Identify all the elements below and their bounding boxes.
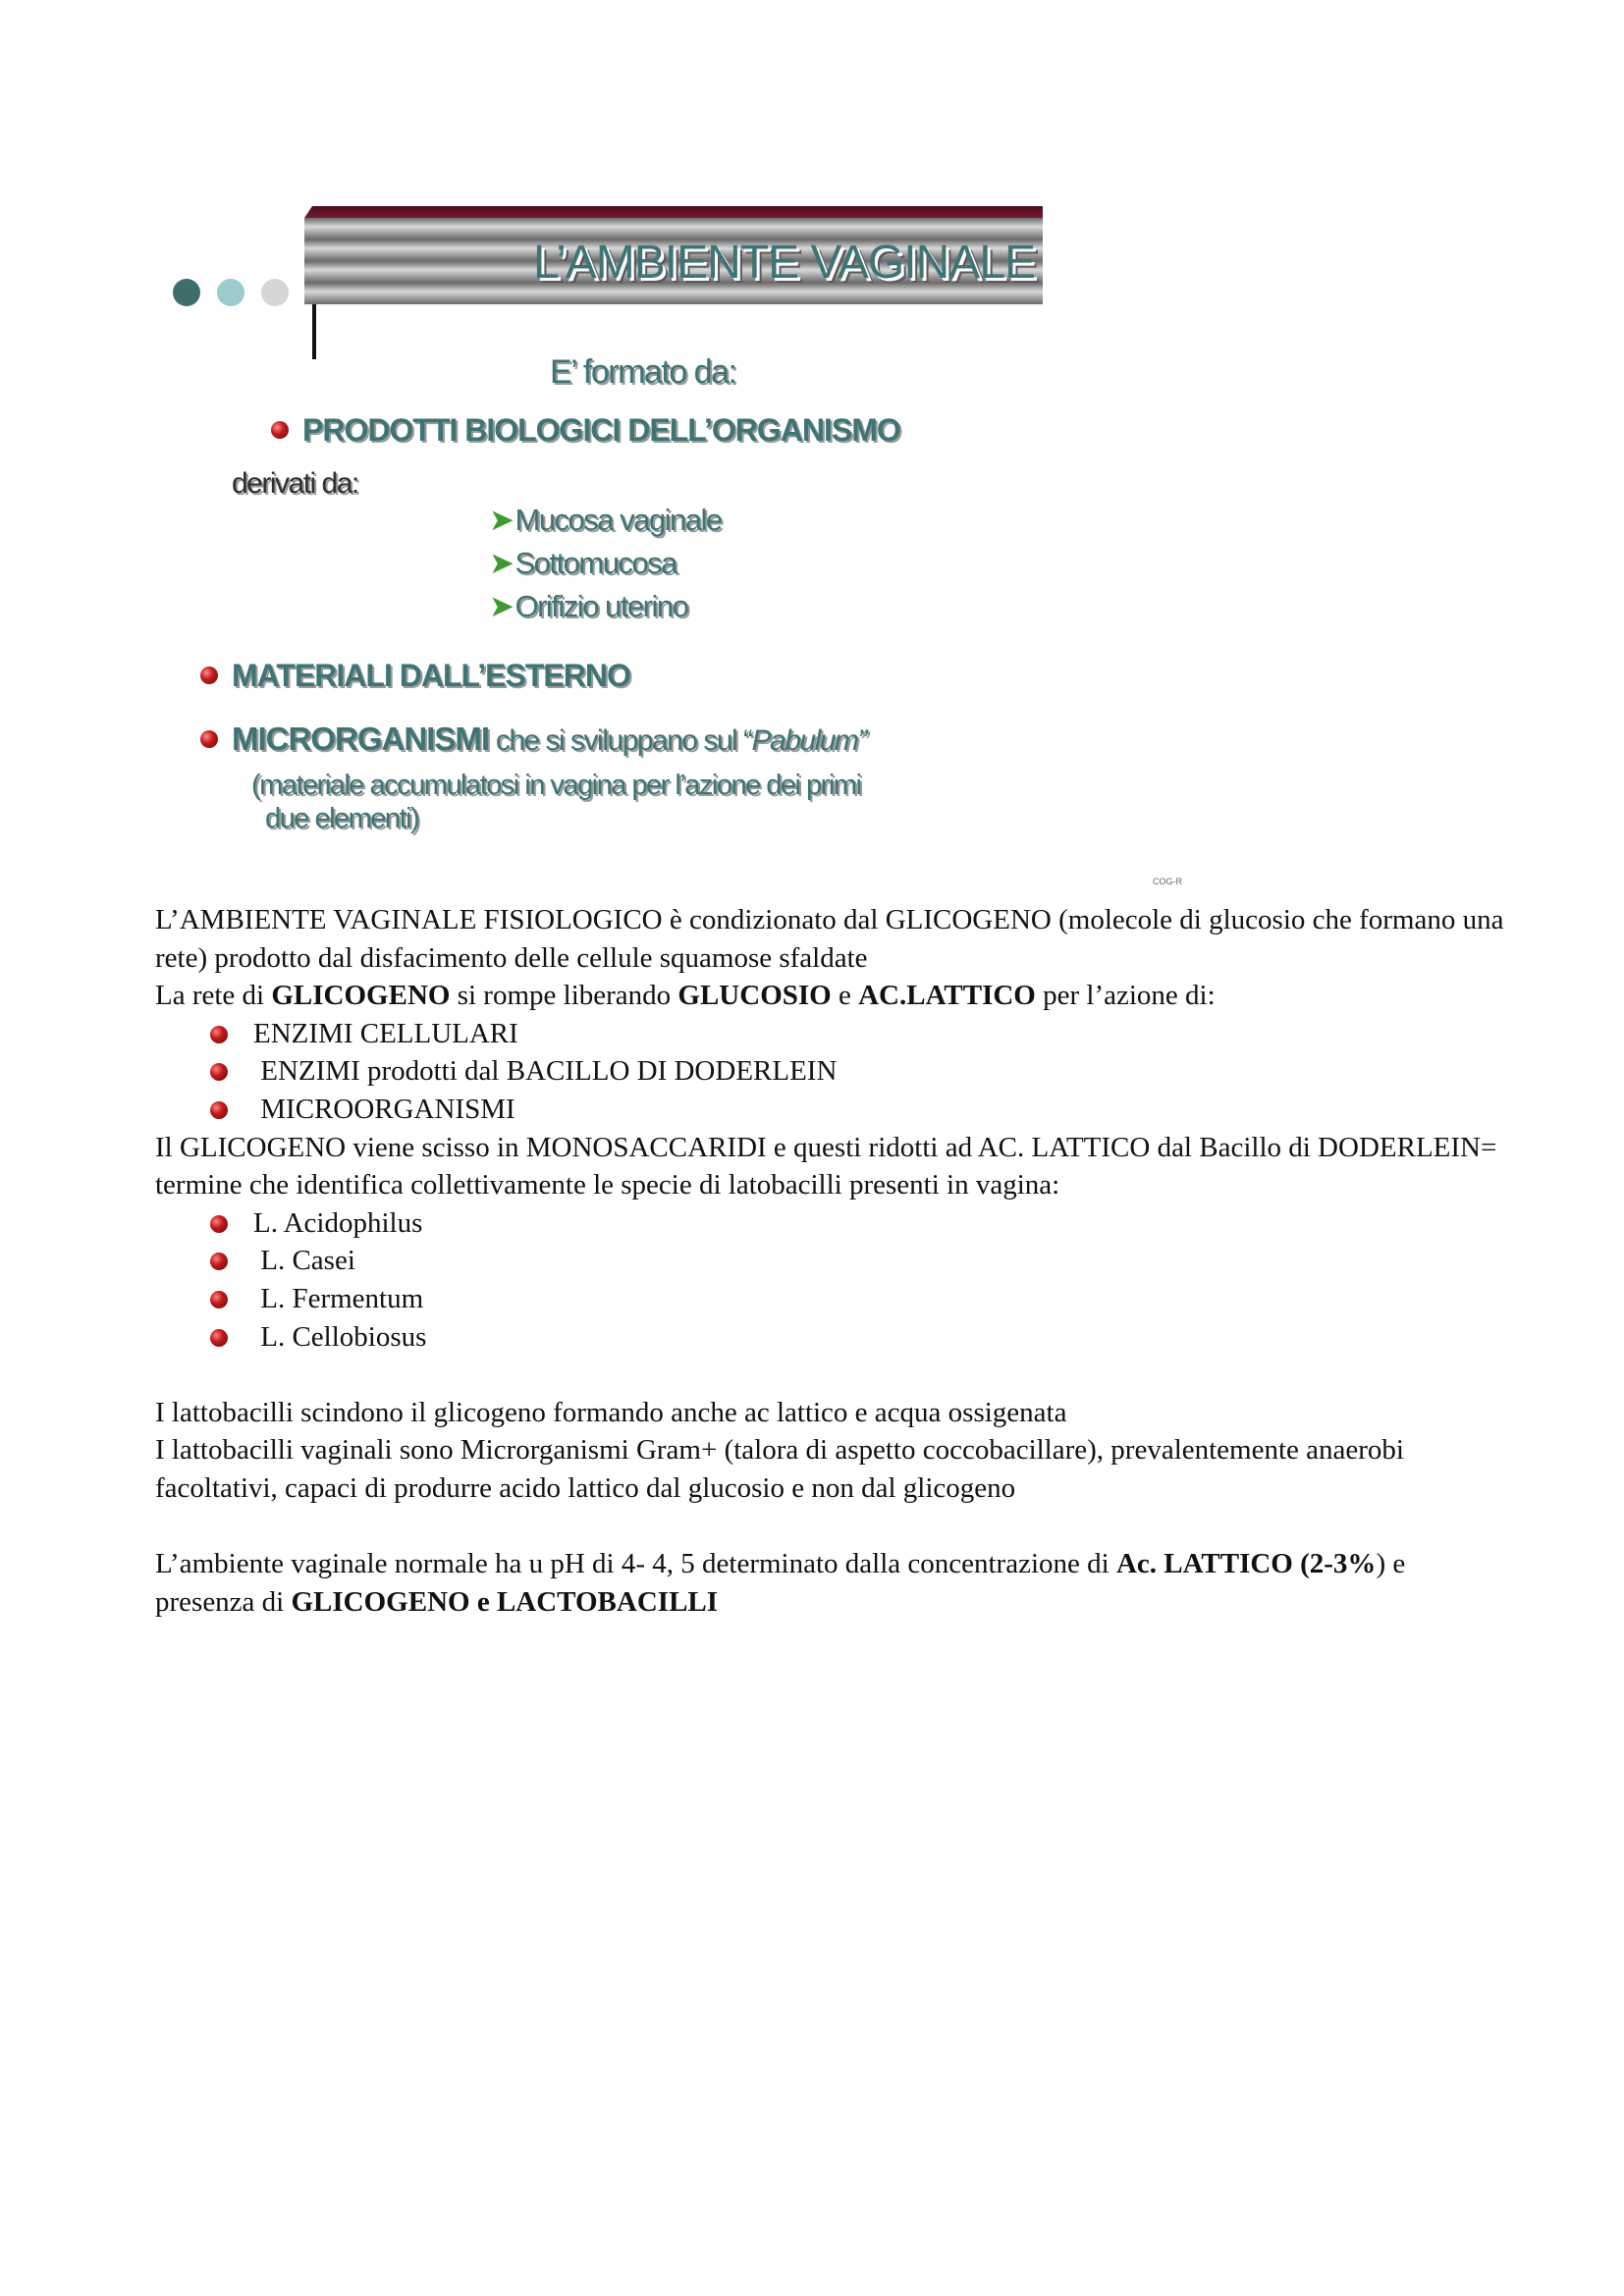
list-item-label: L. Fermentum (253, 1282, 424, 1314)
slide-note-line2: due elementi) (265, 803, 419, 834)
derived-label: derivati da: (232, 467, 358, 500)
text: La rete di (155, 980, 272, 1012)
banner-top-edge (304, 206, 1043, 218)
bold-text: Ac. LATTICO (1115, 1548, 1293, 1580)
slide-note-line1: (materiale accumulatosi in vagina per l’azione dei primi (251, 770, 861, 801)
section-micro-label: MICRORGANISMI (232, 721, 489, 757)
red-ball-bullet-icon (210, 1215, 228, 1233)
arrow-bullet-icon: ➤ (489, 503, 514, 537)
source-item (489, 589, 687, 624)
source-item (489, 503, 722, 538)
dot-icon (217, 279, 244, 306)
bold-text: GLICOGENO (271, 980, 451, 1012)
section-organism-label: PRODOTTI BIOLOGICI DELL’ORGANISMO (302, 412, 900, 448)
red-ball-bullet-icon (210, 1253, 228, 1270)
paragraph-doderlein: Il GLICOGENO viene scisso in MONOSACCARIDI e questi ridotti ad AC. LATTICO dal Bacillo di DODERLEIN= termine che identifica collettivamente le specie di latobacilli presenti in vagina: (155, 1131, 1497, 1201)
red-ball-bullet-icon (271, 421, 289, 439)
section-micro-rest: che si sviluppano sul “ (495, 724, 752, 757)
slide-credit: COG-R (1153, 877, 1182, 886)
list-item (155, 1204, 1510, 1243)
red-ball-bullet-icon (210, 1101, 228, 1119)
dot-icon (173, 279, 200, 306)
slide-section-microorganisms (200, 721, 866, 758)
paragraph-intro: L’AMBIENTE VAGINALE FISIOLOGICO è condizionato dal GLICOGENO (molecole di glucosio che formano una rete) prodotto dal disfacimento delle cellule squamose sfaldate (155, 904, 1504, 974)
list-item (155, 1015, 1510, 1053)
section-micro-italic: Pabulum” (751, 724, 866, 757)
title-banner (304, 206, 1043, 304)
list-item (155, 1280, 1510, 1318)
bold-text: AC.LATTICO (858, 980, 1036, 1012)
paragraph-ph (155, 1545, 1510, 1621)
slide-subtitle: E’ formato da: (550, 353, 736, 391)
slide-section-external (200, 658, 630, 694)
paragraph-lactobacilli-1: I lattobacilli scindono il glicogeno formando anche ac lattico e acqua ossigenata (155, 1396, 1067, 1428)
source-label: Orifizio uterino (514, 589, 688, 623)
list-item (155, 1052, 1510, 1091)
red-ball-bullet-icon (210, 1291, 228, 1308)
list-item (155, 1318, 1510, 1357)
bold-text: GLUCOSIO (677, 980, 832, 1012)
arrow-bullet-icon: ➤ (489, 589, 514, 623)
source-label: Mucosa vaginale (514, 503, 722, 537)
list-item-label: L. Acidophilus (253, 1206, 423, 1239)
list-item-label: L. Casei (253, 1245, 355, 1277)
text: e (831, 980, 859, 1012)
red-ball-bullet-icon (210, 1026, 228, 1043)
bold-text: (2-3% (1300, 1548, 1377, 1580)
slide-section-organism (271, 412, 900, 449)
text: ) e presenza di (155, 1548, 1406, 1618)
blank-line (155, 1508, 1510, 1546)
paragraph-glycogen-breakdown (155, 977, 1510, 1015)
section-external-label: MATERIALI DALL’ESTERNO (232, 658, 630, 693)
agents-list (155, 1015, 1510, 1129)
paragraph-lactobacilli-2: I lattobacilli vaginali sono Microrganismi Gram+ (talora di aspetto coccobacillare), prevalentemente anaerobi facoltativi, capaci di produrre acido lattico dal glucosio e non dal glicogeno (155, 1434, 1404, 1504)
bold-text: GLICOGENO e LACTOBACILLI (291, 1585, 719, 1618)
text: per l’azione di: (1035, 980, 1216, 1012)
slide-graphic (0, 0, 1624, 886)
list-item-label: L. Cellobiosus (253, 1320, 427, 1353)
text: si rompe liberando (450, 980, 678, 1012)
dot-icon (261, 279, 289, 306)
red-ball-bullet-icon (210, 1329, 228, 1347)
source-label: Sottomucosa (514, 546, 677, 580)
source-item (489, 546, 677, 581)
red-ball-bullet-icon (200, 730, 218, 748)
lactobacilli-list (155, 1204, 1510, 1356)
document-body (155, 901, 1510, 1621)
list-item-label: MICROORGANISMI (253, 1093, 515, 1125)
arrow-bullet-icon: ➤ (489, 546, 514, 580)
list-item-label: ENZIMI prodotti dal BACILLO DI DODERLEIN (253, 1055, 838, 1088)
text: L’ambiente vaginale normale ha u pH di 4- 4, 5 determinato dalla concentrazione di (155, 1548, 1116, 1580)
red-ball-bullet-icon (200, 667, 218, 684)
blank-line (155, 1356, 1510, 1394)
red-ball-bullet-icon (210, 1063, 228, 1081)
list-item-label: ENZIMI CELLULARI (253, 1017, 518, 1049)
list-item (155, 1242, 1510, 1280)
slide-title: L’AMBIENTE VAGINALE (533, 237, 1035, 289)
list-item (155, 1091, 1510, 1129)
